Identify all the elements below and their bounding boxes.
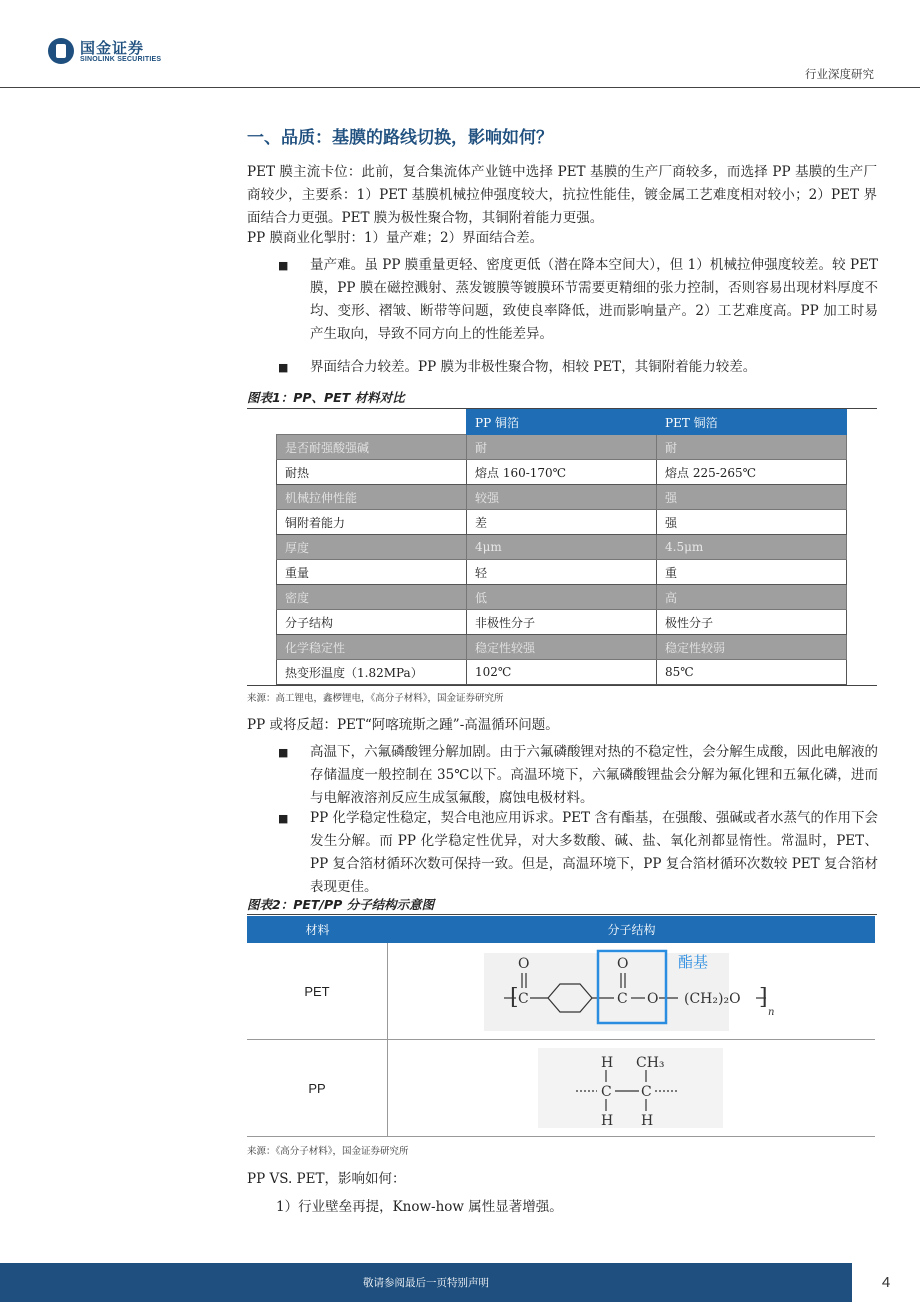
atom-c2: C	[617, 991, 628, 1007]
table-cell: 102℃	[467, 660, 657, 685]
table-cell: 极性分子	[657, 610, 847, 635]
chain-ch2: (CH₂)₂O	[684, 991, 741, 1007]
figure2-title: 图表2：PET/PP 分子结构示意图	[247, 897, 435, 912]
subscript-n: n	[768, 1007, 775, 1018]
table-cell: 差	[467, 510, 657, 535]
table-header-cell: 分子结构	[607, 923, 656, 937]
table-row	[277, 485, 847, 510]
table-header-row	[247, 916, 875, 943]
table-cell: 4.5μm	[657, 535, 847, 560]
bullet-square-icon: ■	[278, 746, 289, 759]
table-cell: 熔点 225-265℃	[657, 460, 847, 485]
table-cell: 4μm	[467, 535, 657, 560]
atom-c: C	[601, 1084, 612, 1100]
bullet-item	[278, 741, 878, 810]
bullet-item	[278, 254, 878, 346]
table-header-cell: PP 铜箔	[467, 410, 657, 435]
table-cell: 重	[657, 560, 847, 585]
paragraph-pp-vs-pet: PP VS. PET，影响如何：	[247, 1171, 406, 1187]
group-ch3: CH₃	[636, 1055, 665, 1071]
table-header-cell	[277, 410, 467, 435]
table-row	[277, 435, 847, 460]
table-row	[277, 610, 847, 635]
atom-h: H	[601, 1055, 614, 1071]
pet-structure-cell	[388, 943, 875, 1039]
table-cell: 轻	[467, 560, 657, 585]
table-header-row	[277, 410, 847, 435]
bullet-text: 界面结合力较差。PP 膜为非极性聚合物，相较 PET，其铜附着能力较差。	[310, 359, 757, 375]
figure2-top-rule	[247, 914, 877, 915]
table-cell: 密度	[277, 585, 467, 610]
table-cell: 铜附着能力	[277, 510, 467, 535]
table-cell: 85℃	[657, 660, 847, 685]
table-cell: 非极性分子	[467, 610, 657, 635]
atom-c1: C	[518, 991, 529, 1007]
paragraph-pp-constraints: PP 膜商业化掣肘：1）量产难；2）界面结合差。	[247, 230, 544, 246]
section-title: 一、品质：基膜的路线切换，影响如何？	[247, 128, 553, 148]
table-cell: 重量	[277, 560, 467, 585]
table-cell: 较强	[467, 485, 657, 510]
table-row	[277, 460, 847, 485]
table-cell: 耐	[467, 435, 657, 460]
table-cell: 稳定性较强	[467, 635, 657, 660]
figure1-title: 图表1：PP、PET 材料对比	[247, 390, 405, 405]
table-row	[247, 1040, 875, 1137]
table-row	[277, 635, 847, 660]
atom-h: H	[641, 1113, 654, 1129]
paragraph-pp-overtake: PP 或将反超：PET“阿喀琉斯之踵”-高温循环问题。	[247, 717, 559, 733]
page-number: 4	[881, 1274, 891, 1291]
company-logo	[48, 38, 161, 64]
bullet-text: PP 化学稳定性稳定，契合电池应用诉求。PET 含有酯基，在强酸、强碱或者水蒸气的作用下会发生分解。而 PP 化学稳定性优异，对大多数酸、碱、盐、氧化剂都显惰性。常温时，PET、PP 复合箔材循环次数可保持一致。但是，高温环境下，PP 复合箔材循环次数较 PET 复合箔材表现更佳。	[310, 810, 878, 895]
bullet-square-icon: ■	[278, 259, 289, 272]
atom-o2: O	[617, 956, 629, 972]
table-header-cell: PET 铜箔	[657, 410, 847, 435]
logo-cn: 国金证券	[80, 38, 145, 57]
comparison-table	[276, 409, 847, 685]
molecular-structure-table	[247, 916, 875, 1137]
atom-h: H	[601, 1113, 614, 1129]
material-pet: PET	[247, 943, 388, 1039]
logo-icon	[48, 38, 74, 64]
logo-en: SINOLINK SECURITIES	[80, 55, 162, 63]
table-cell: 化学稳定性	[277, 635, 467, 660]
atom-o1: O	[518, 956, 530, 972]
table-cell: 厚度	[277, 535, 467, 560]
header-divider	[0, 87, 920, 88]
figure1-bottom-rule	[247, 685, 877, 686]
table-cell: 低	[467, 585, 657, 610]
bullet-square-icon: ■	[278, 812, 289, 825]
table-row	[247, 943, 875, 1040]
atom-o3: O	[647, 991, 659, 1007]
table-cell: 热变形温度（1.82MPa）	[277, 660, 467, 685]
table-row	[277, 510, 847, 535]
table-row	[277, 560, 847, 585]
table-cell: 强	[657, 485, 847, 510]
bullet-text: 高温下，六氟磷酸锂分解加剧。由于六氟磷酸锂对热的不稳定性，会分解生成酸，因此电解液的存储温度一般控制在 35℃以下。高温环境下，六氟磷酸锂盐会分解为氟化锂和五氟化磷，进而与电解液溶剂反应生成氢氟酸，腐蚀电极材料。	[310, 744, 878, 806]
atom-c: C	[641, 1084, 652, 1100]
bracket-right: ]	[759, 985, 768, 1010]
table-cell: 熔点 160-170℃	[467, 460, 657, 485]
bracket-left: [	[510, 985, 519, 1010]
figure2-source: 来源：《高分子材料》，国金证券研究所	[247, 1146, 409, 1157]
bullet-square-icon: ■	[278, 361, 289, 374]
pp-structure-diagram	[388, 1040, 875, 1137]
bullet-item	[278, 356, 878, 379]
table-cell: 耐热	[277, 460, 467, 485]
table-cell: 分子结构	[277, 610, 467, 635]
table-row	[277, 585, 847, 610]
bullet-text: 量产难。虽 PP 膜重量更轻、密度更低（潜在降本空间大），但 1）机械拉伸强度较差。较 PET 膜，PP 膜在磁控溅射、蒸发镀膜等镀膜环节需要更精细的张力控制，否则容易出现材料厚度不均、变形、褶皱、断带等问题，致使良率降低，进而影响量产。2）工艺难度高。PP 加工时易产生取向，导致不同方向上的性能差异。	[310, 257, 878, 342]
footer-notice: 敬请参阅最后一页特别声明	[0, 1263, 852, 1302]
diagram-bg	[538, 1048, 723, 1128]
paragraph-pet-mainstream: PET 膜主流卡位：此前，复合集流体产业链中选择 PET 基膜的生产厂商较多，而选择 PP 基膜的生产厂商较少，主要系：1）PET 基膜机械拉伸强度较大，抗拉性能佳，镀金属工艺难度相对较小；2）PET 界面结合力更强。PET 膜为极性聚合物，其铜附着能力更强。	[247, 164, 877, 226]
paragraph-point-1: 1）行业壁垒再提，Know-how 属性显著增强。	[276, 1199, 563, 1215]
table-cell: 稳定性较弱	[657, 635, 847, 660]
pet-structure-diagram	[388, 943, 875, 1040]
table-cell: 耐	[657, 435, 847, 460]
table-header-cell: 材料	[305, 923, 330, 937]
table-cell: 高	[657, 585, 847, 610]
ester-label: 酯基	[678, 953, 709, 971]
table-cell: 机械拉伸性能	[277, 485, 467, 510]
table-cell: 强	[657, 510, 847, 535]
bullet-item	[278, 807, 878, 899]
table-cell: 是否耐强酸强碱	[277, 435, 467, 460]
table-row	[277, 535, 847, 560]
material-pp: PP	[247, 1040, 388, 1136]
report-type: 行业深度研究	[805, 67, 874, 81]
figure1-source: 来源：高工锂电，鑫椤锂电，《高分子材料》，国金证券研究所	[247, 693, 504, 704]
table-row	[277, 660, 847, 685]
pp-structure-cell	[388, 1040, 875, 1136]
